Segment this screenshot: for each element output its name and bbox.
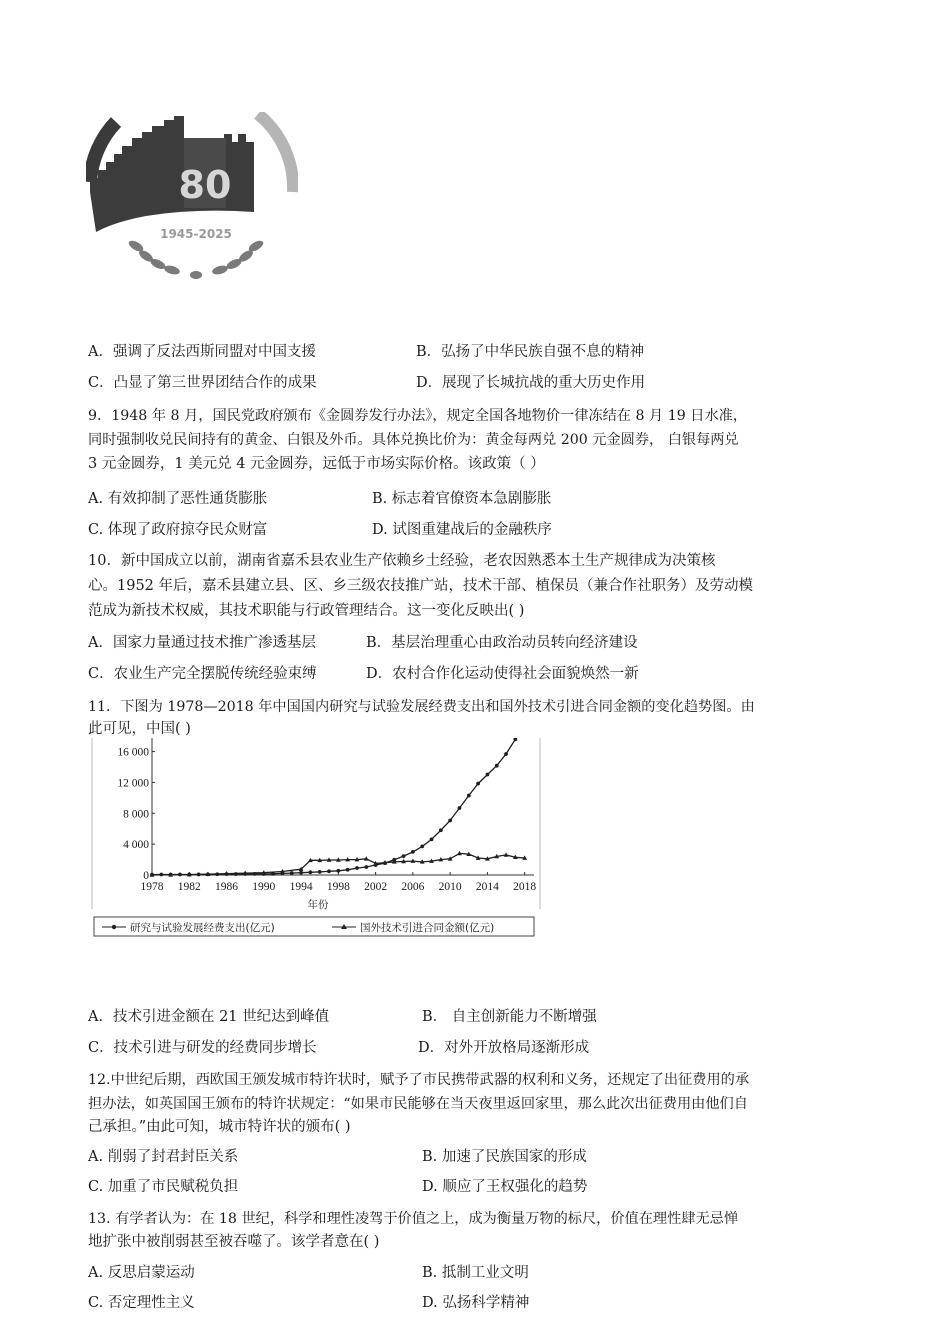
chart-legend: [102, 921, 494, 934]
x-tick-label: 1986: [215, 881, 239, 893]
y-tick-label: 4 000: [123, 839, 149, 852]
q10-stem-line-1: 10．新中国成立以前，湖南省嘉禾县农业生产依赖乡土经验，老农因熟悉本土生产规律成为决策核: [88, 553, 716, 569]
q13-stem-line-1: 13. 有学者认为：在 18 世纪，科学和理性凌驾于价值之上，成为衡量万物的标尺，价值在理性肆无忌惮: [88, 1211, 739, 1227]
q9-stem-line-1: 9．1948 年 8 月，国民党政府颁布《金圆券发行办法》，规定全国各地物价一律冻结在 8 月 19 日水准，: [88, 408, 748, 424]
rd-vs-tech-import-chart: [88, 738, 542, 944]
q12-stem-line-1: 12.中世纪后期，西欧国王颁发城市特许状时，赋予了市民携带武器的权利和义务，还规定了出征费用的承: [88, 1072, 750, 1088]
x-tick-label: 1990: [252, 881, 276, 893]
q8-option-b[interactable]: B．弘扬了中华民族自强不息的精神: [416, 344, 645, 360]
anniversary-emblem-icon: [86, 112, 298, 286]
x-tick-label: 1998: [326, 881, 350, 893]
q9-stem-line-2: 同时强制收兑民间持有的黄金、白银及外币。具体兑换比价为：黄金每两兑 200 元金圆券， 白银每两兑: [88, 432, 739, 448]
q10-option-d[interactable]: D．农村合作化运动使得社会面貌焕然一新: [366, 666, 639, 682]
q13-option-d[interactable]: D. 弘扬科学精神: [422, 1295, 530, 1311]
series-1-point: [458, 806, 462, 810]
series-1-point: [486, 773, 490, 777]
series-1-point: [355, 866, 359, 870]
y-tick-label: 8 000: [123, 808, 149, 821]
q11-stem-line-1: 11．下图为 1978—2018 年中国国内研究与试验发展经费支出和国外技术引进合同金额的变化趋势图。由: [88, 699, 755, 715]
y-tick-label: 0: [143, 870, 149, 882]
q9-stem-line-3: 3 元金圆券，1 美元兑 4 元金圆券，远低于市场实际价格。该政策（ ）: [88, 456, 545, 472]
q12-stem-line-2: 担办法，如英国国王颁布的特许状规定：“如果市民能够在当天夜里返回家里，那么此次出征费用由他们自: [88, 1096, 748, 1112]
legend-series-2: 国外技术引进合同金额(亿元): [360, 922, 495, 934]
emblem-number: 80: [178, 163, 232, 207]
chart-axes: [92, 738, 540, 909]
x-tick-label: 2018: [513, 881, 537, 893]
legend-series-1: 研究与试验发展经费支出(亿元): [130, 922, 275, 934]
q10-stem-line-2: 心。1952 年后，嘉禾县建立县、区、乡三级农技推广站，技术干部、植保员（兼合作社职务）及劳动模: [88, 578, 754, 594]
q13-stem-line-2: 地扩张中被削弱甚至被吞噬了。该学者意在( ): [88, 1234, 380, 1250]
q12-option-d[interactable]: D. 顺应了王权强化的趋势: [422, 1179, 588, 1195]
series-1-point: [448, 819, 452, 823]
series-1-point: [476, 782, 480, 786]
emblem-years: 1945-2025: [160, 227, 232, 241]
series-1-point: [336, 869, 340, 873]
q12-option-b[interactable]: B. 加速了民族国家的形成: [422, 1149, 587, 1165]
series-1-point: [327, 869, 331, 873]
x-tick-label: 1994: [289, 881, 313, 893]
series-1-point: [439, 828, 443, 832]
chart-series: [150, 738, 527, 877]
series-1-point: [467, 794, 471, 798]
q11-option-d[interactable]: D．对外开放格局逐渐形成: [418, 1040, 590, 1056]
series-1-point: [308, 870, 312, 874]
series-1-point: [420, 844, 424, 848]
q11-option-c[interactable]: C．技术引进与研发的经费同步增长: [88, 1040, 317, 1056]
x-tick-label: 2006: [401, 881, 425, 893]
q11-stem-line-2: 此可见，中国( ): [88, 721, 191, 737]
q13-option-a[interactable]: A. 反思启蒙运动: [88, 1265, 195, 1281]
q9-option-d[interactable]: D. 试图重建战后的金融秩序: [372, 522, 552, 538]
series-1-point: [346, 868, 350, 872]
x-tick-label: 2002: [364, 881, 388, 893]
series-1-point: [411, 850, 415, 854]
x-tick-label: 2014: [475, 881, 499, 893]
q12-option-a[interactable]: A. 削弱了封君封臣关系: [88, 1149, 239, 1165]
x-tick-label: 1982: [177, 881, 201, 893]
y-tick-label: 12 000: [117, 777, 149, 790]
series-1-point: [364, 865, 368, 869]
q8-option-a[interactable]: A．强调了反法西斯同盟对中国支援: [88, 344, 316, 360]
series-1-point: [402, 854, 406, 858]
q9-option-b[interactable]: B. 标志着官僚资本急剧膨胀: [372, 491, 552, 507]
q13-option-b[interactable]: B. 抵制工业文明: [422, 1265, 529, 1281]
q9-option-c[interactable]: C. 体现了政府掠夺民众财富: [88, 522, 268, 538]
q8-option-c[interactable]: C．凸显了第三世界团结合作的成果: [88, 375, 317, 391]
q10-stem-line-3: 范成为新技术权威，其技术职能与行政管理结合。这一变化反映出( ): [88, 603, 525, 619]
q11-option-b[interactable]: B． 自主创新能力不断增强: [422, 1009, 597, 1025]
series-1-point: [495, 764, 499, 768]
q10-option-b[interactable]: B．基层治理重心由政治动员转向经济建设: [366, 635, 638, 651]
q8-option-d[interactable]: D．展现了长城抗战的重大历史作用: [416, 375, 646, 391]
q10-option-a[interactable]: A．国家力量通过技术推广渗透基层: [88, 635, 316, 651]
q9-option-a[interactable]: A. 有效抑制了恶性通货膨胀: [88, 491, 268, 507]
series-1-point: [318, 870, 322, 874]
x-tick-label: 1978: [140, 881, 164, 893]
q10-option-c[interactable]: C．农业生产完全摆脱传统经验束缚: [88, 666, 317, 682]
q11-option-a[interactable]: A．技术引进金额在 21 世纪达到峰值: [88, 1009, 330, 1025]
x-tick-label: 2010: [438, 881, 462, 893]
series-1-point: [299, 871, 303, 875]
q12-stem-line-3: 己承担。”由此可知，城市特许状的颁布( ): [88, 1119, 351, 1135]
y-tick-label: 16 000: [117, 746, 149, 759]
chart-xlabel: 年份: [307, 899, 329, 911]
series-1-point: [430, 837, 434, 841]
q12-option-c[interactable]: C. 加重了市民赋税负担: [88, 1179, 239, 1195]
q13-option-c[interactable]: C. 否定理性主义: [88, 1295, 195, 1311]
series-1-point: [504, 752, 508, 756]
series-1-point: [290, 871, 294, 875]
